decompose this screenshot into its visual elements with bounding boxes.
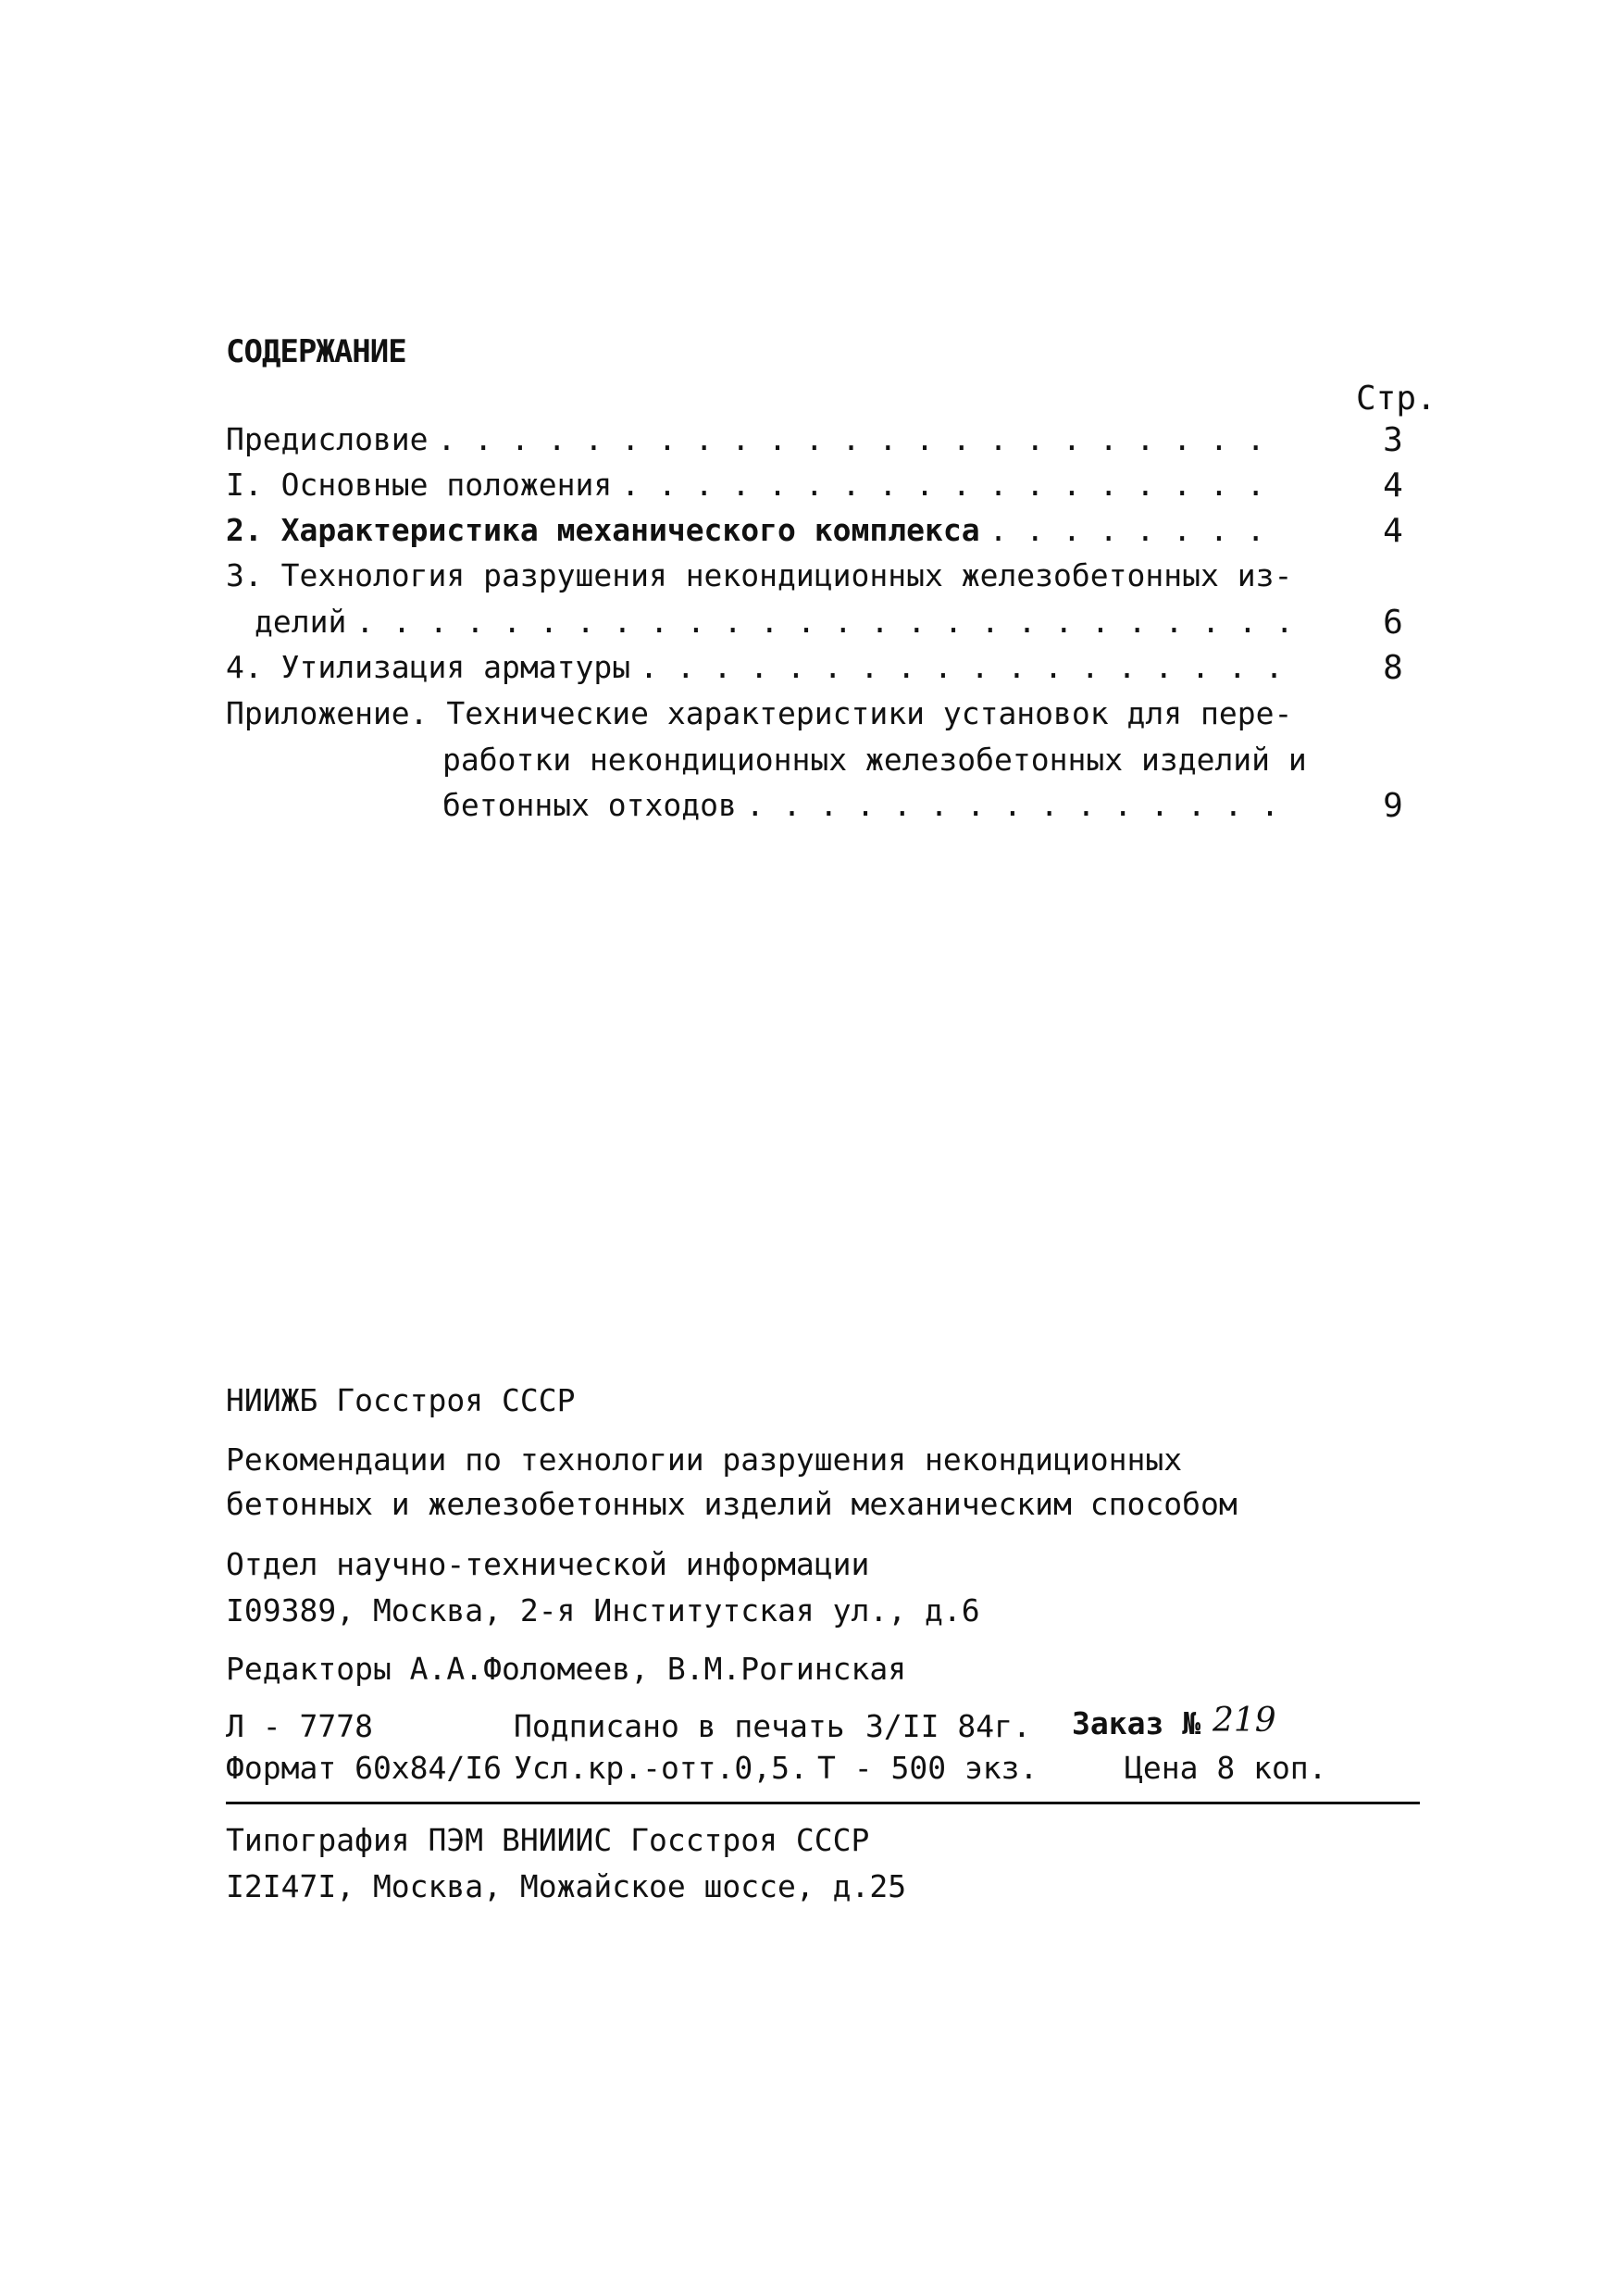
copies: Т - 500 экз. (817, 1750, 1039, 1786)
toc-entry-page: 3 (1383, 421, 1403, 459)
order-label: Заказ № (1072, 1705, 1201, 1741)
paper-format: Формат 60х84/I6 (226, 1750, 503, 1786)
toc-entry-appendix[interactable] (226, 695, 1293, 740)
price: Цена 8 коп. (1125, 1750, 1327, 1786)
book-title-line1: Рекомендации по технологии разрушения некондиционных (226, 1441, 1183, 1478)
toc-leader-dots (621, 467, 1290, 503)
department: Отдел научно-технической информации (226, 1546, 870, 1582)
order-number: 219 (1213, 1702, 1276, 1740)
toc-entry-basic-provisions[interactable] (226, 467, 1290, 511)
toc-leader-dots (746, 787, 1290, 823)
toc-entry-rebar-utilization[interactable] (226, 649, 1290, 693)
toc-entry-label: 2. Характеристика механического комплекса (226, 512, 980, 548)
toc-leader-dots (989, 512, 1290, 548)
toc-entry-label: 4. Утилизация арматуры (226, 649, 631, 685)
toc-entry-page: 8 (1383, 649, 1403, 687)
toc-entry-page: 6 (1383, 604, 1403, 642)
signed-date: 3/II 84г. (865, 1708, 1031, 1744)
toc-entry-label: Предисловие (226, 421, 429, 457)
toc-entry-appendix-cont1[interactable] (442, 742, 1307, 786)
toc-leader-dots (355, 604, 1290, 640)
toc-entry-page: 4 (1383, 512, 1403, 550)
printer-address: I2I47I, Москва, Можайское шоссе, д.25 (226, 1868, 907, 1904)
license-number: Л - 7778 (226, 1708, 373, 1744)
toc-entry-page: 4 (1383, 467, 1403, 505)
toc-entry-page: 9 (1383, 787, 1403, 825)
toc-entry-label: I. Основные положения (226, 467, 613, 503)
toc-entry-label-line2: работки некондиционных железобетонных изделий и (442, 742, 1307, 778)
toc-entry-label-line1: 3. Технология разрушения некондиционных железобетонных из- (226, 557, 1293, 593)
toc-entry-mechanical-complex[interactable] (226, 512, 1290, 556)
toc-entry-destruction-technology[interactable] (226, 557, 1293, 602)
department-address: I09389, Москва, 2-я Институтская ул., д.6 (226, 1592, 980, 1628)
contents-heading: СОДЕРЖАНИЕ (226, 333, 406, 370)
toc-entry-label-line3: бетонных отходов (442, 787, 737, 823)
signed-label: Подписано в печать (514, 1708, 845, 1744)
publisher: НИИЖБ Госстроя СССР (226, 1382, 576, 1418)
toc-entry-destruction-technology-cont[interactable] (255, 604, 1290, 648)
horizontal-rule (226, 1802, 1420, 1804)
printer-name: Типография ПЭМ ВНИИИС Госстроя СССР (226, 1822, 870, 1858)
toc-entry-preface[interactable] (226, 421, 1290, 466)
book-title-line2: бетонных и железобетонных изделий механическим способом (226, 1486, 1238, 1522)
editors: Редакторы А.А.Фоломеев, В.М.Рогинская (226, 1651, 907, 1687)
page-column-label: Стр. (1356, 380, 1437, 418)
toc-entry-label-line2: делий (255, 604, 347, 640)
print-sheets: Усл.кр.-отт.0,5. (514, 1750, 808, 1786)
toc-leader-dots (438, 421, 1290, 457)
toc-leader-dots (640, 649, 1290, 685)
toc-entry-label-line1: Приложение. Технические характеристики установок для пере- (226, 695, 1293, 731)
toc-entry-appendix-cont2[interactable] (442, 787, 1290, 831)
